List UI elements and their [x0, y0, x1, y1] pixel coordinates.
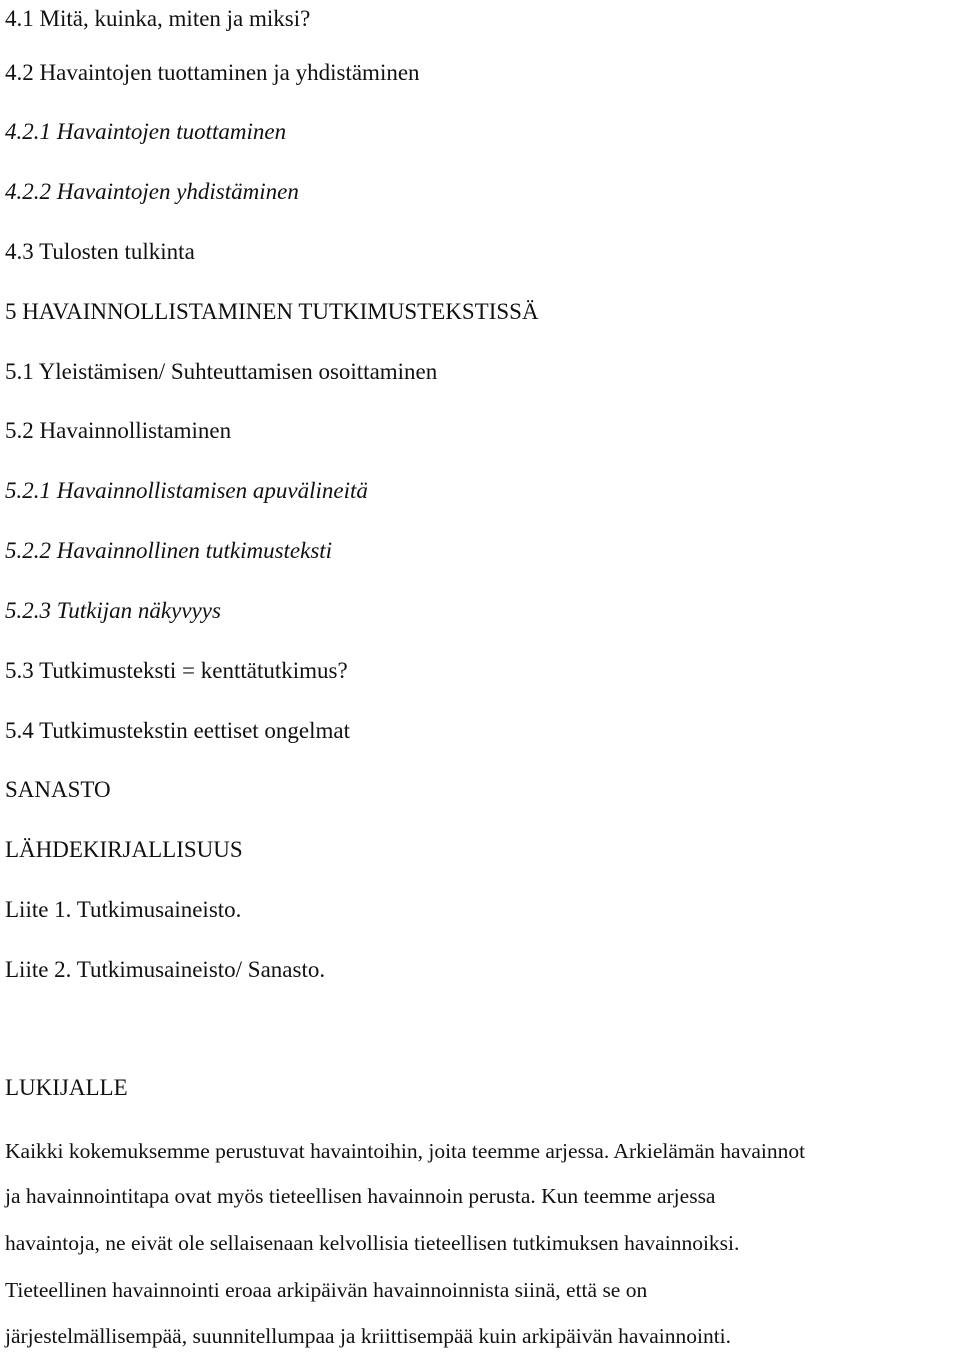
paragraph-line: järjestelmällisempää, suunnitellumpaa ja kriittisempää kuin arkipäivän havainnointi.: [5, 1324, 732, 1348]
paragraph-line: ja havainnointitapa ovat myös tieteellisen havainnoin perusta. Kun teemme arjessa: [5, 1184, 716, 1208]
toc-entry-5-2-1: 5.2.1 Havainnollistamisen apuvälineitä: [5, 478, 368, 503]
paragraph-line: Tieteellinen havainnointi eroaa arkipäivän havainnoinnista siinä, että se on: [5, 1278, 648, 1302]
toc-entry-sanasto: SANASTO: [5, 777, 111, 802]
toc-entry-5-3: 5.3 Tutkimusteksti = kenttätutkimus?: [5, 658, 348, 683]
toc-entry-liite-1: Liite 1. Tutkimusaineisto.: [5, 897, 242, 922]
toc-entry-4-2-1: 4.2.1 Havaintojen tuottaminen: [5, 119, 287, 144]
toc-entry-5-2-3: 5.2.3 Tutkijan näkyvyys: [5, 598, 221, 623]
toc-entry-5: 5 HAVAINNOLLISTAMINEN TUTKIMUSTEKSTISSÄ: [5, 299, 539, 324]
toc-entry-4-2-2: 4.2.2 Havaintojen yhdistäminen: [5, 179, 299, 204]
toc-entry-5-1: 5.1 Yleistämisen/ Suhteuttamisen osoittaminen: [5, 359, 438, 384]
toc-entry-4-3: 4.3 Tulosten tulkinta: [5, 239, 195, 264]
toc-entry-lahdekirjallisuus: LÄHDEKIRJALLISUUS: [5, 837, 243, 862]
toc-entry-liite-2: Liite 2. Tutkimusaineisto/ Sanasto.: [5, 957, 326, 982]
toc-entry-5-4: 5.4 Tutkimustekstin eettiset ongelmat: [5, 718, 350, 743]
toc-entry-5-2-2: 5.2.2 Havainnollinen tutkimusteksti: [5, 538, 333, 563]
toc-entry-5-2: 5.2 Havainnollistaminen: [5, 418, 232, 443]
toc-entry-4-2: 4.2 Havaintojen tuottaminen ja yhdistäminen: [5, 60, 420, 85]
toc-entry-4-1: 4.1 Mitä, kuinka, miten ja miksi?: [5, 6, 311, 31]
paragraph-line: Kaikki kokemuksemme perustuvat havaintoihin, joita teemme arjessa. Arkielämän havainnot: [5, 1139, 806, 1163]
section-heading: LUKIJALLE: [5, 1075, 128, 1100]
paragraph-line: havaintoja, ne eivät ole sellaisenaan kelvollisia tieteellisen tutkimuksen havainnoiksi.: [5, 1231, 740, 1255]
